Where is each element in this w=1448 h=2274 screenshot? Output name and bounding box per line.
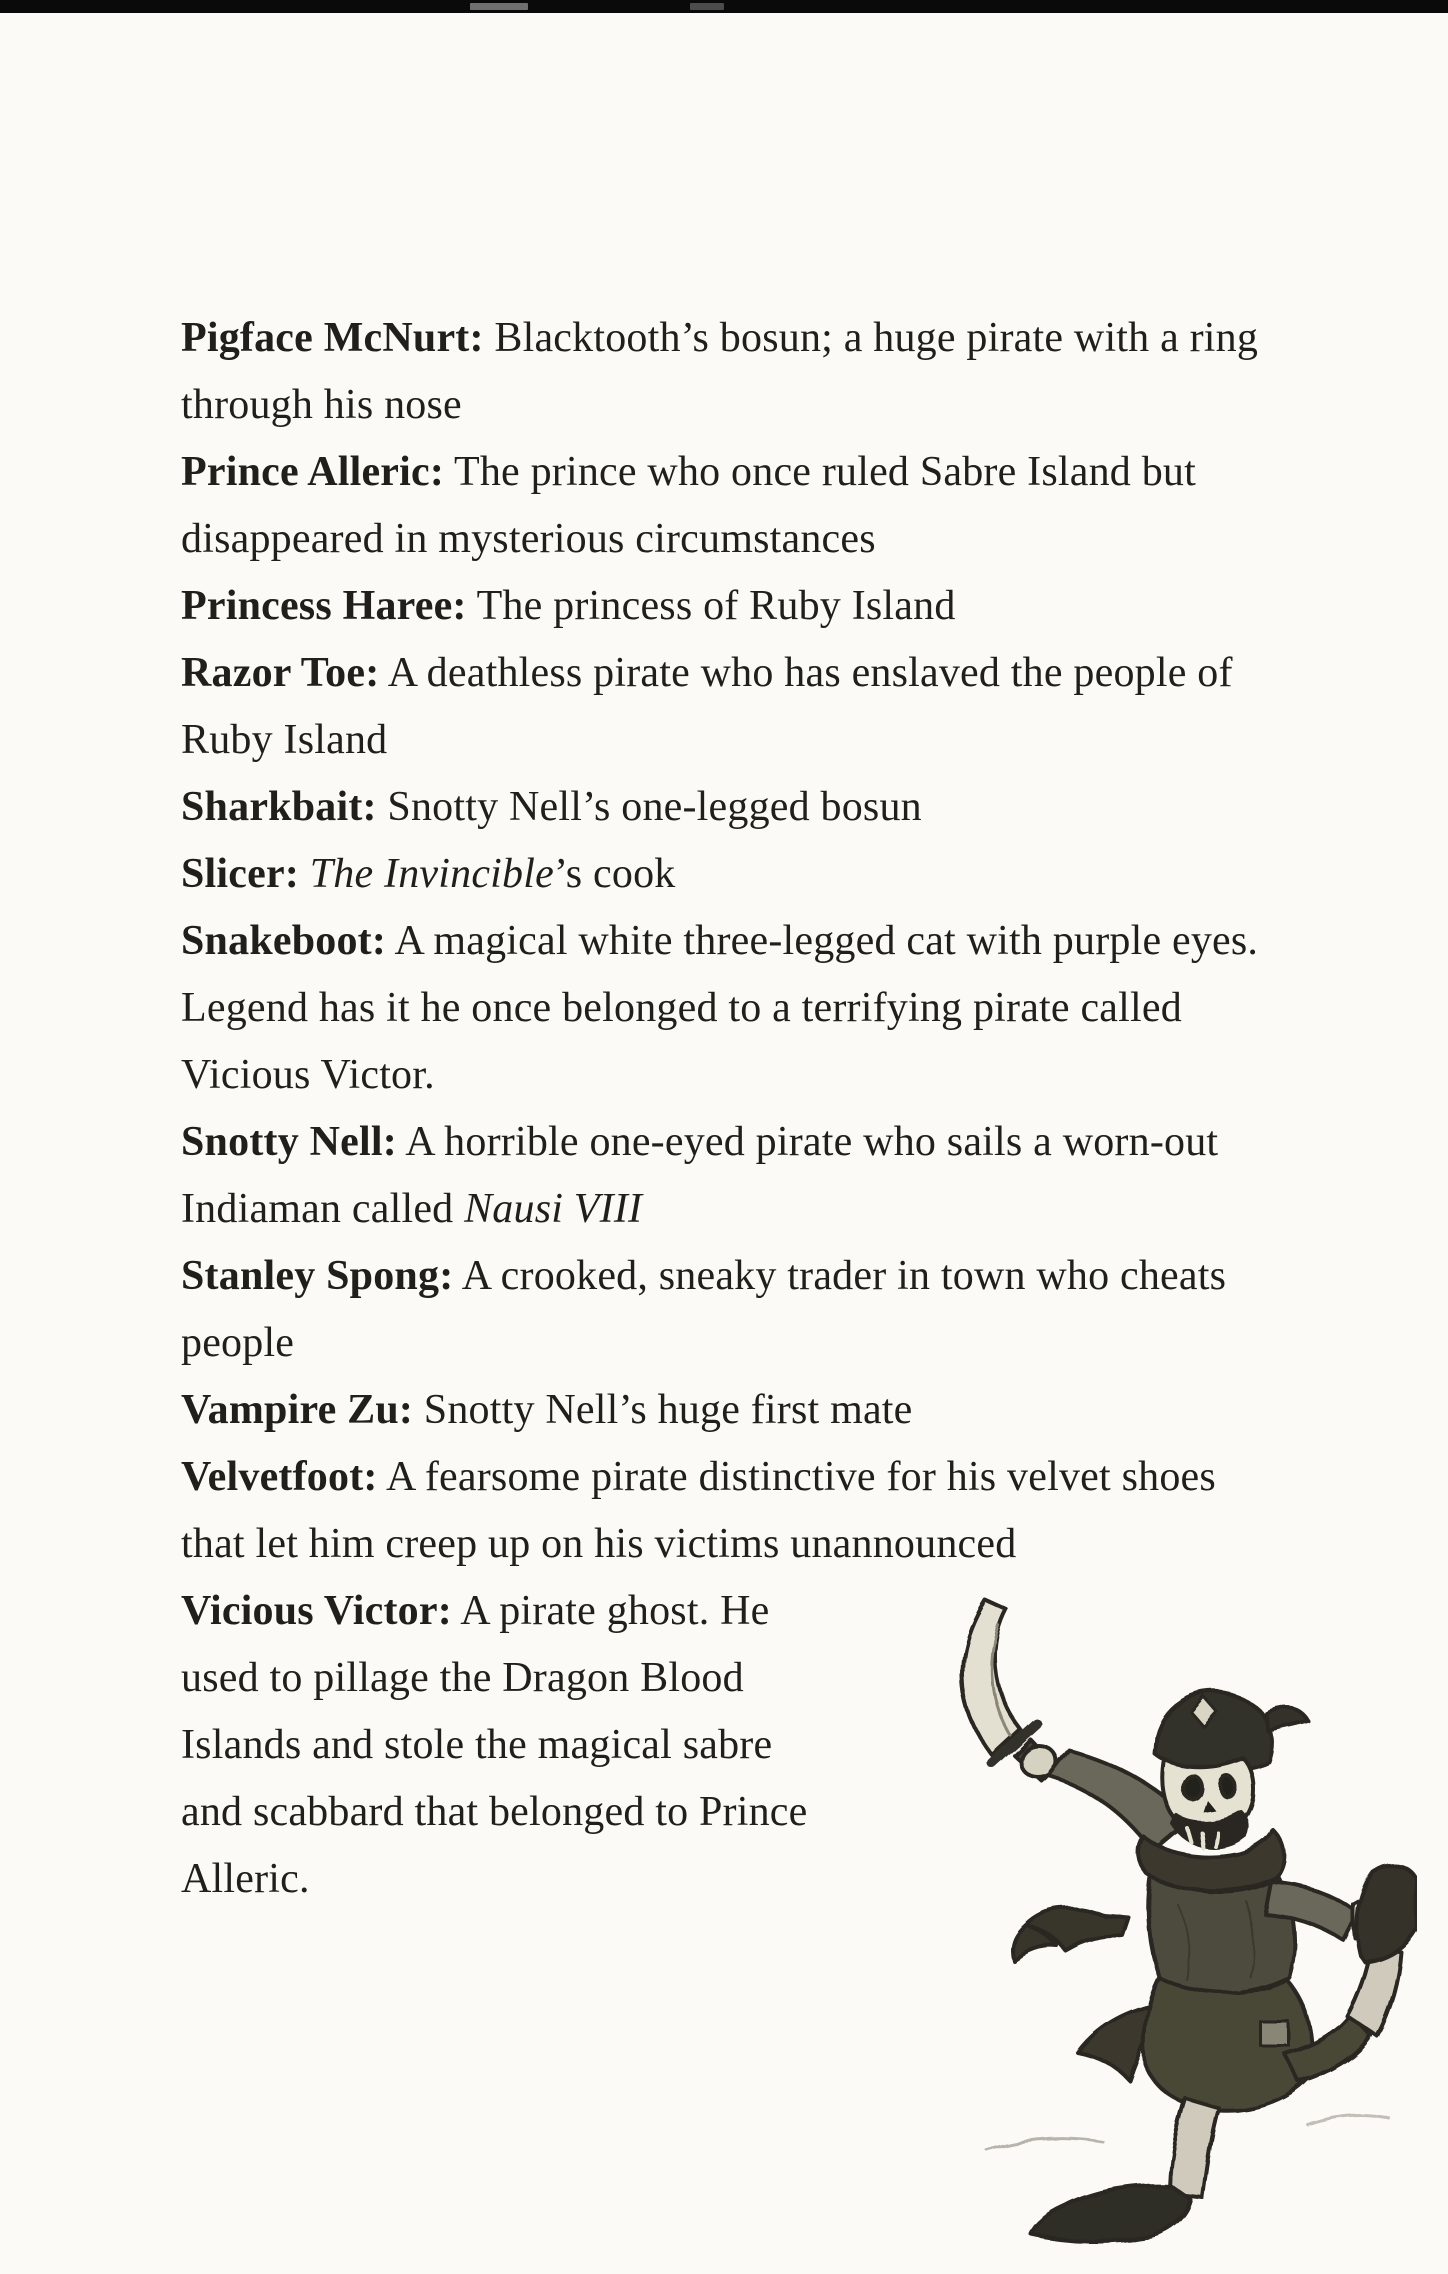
entry-text: A horrible one-eyed pirate who sails a worn-out Indiaman called (181, 1119, 1219, 1232)
entry-text: The princess of Ruby Island (466, 583, 956, 629)
glossary-entries (181, 305, 1267, 1913)
entry-text (299, 851, 310, 897)
entry-text-italic: The Invincible (309, 851, 554, 897)
entry-text: Snotty Nell’s one-legged bosun (376, 784, 922, 830)
entry-text: The prince who once ruled Sabre Island but disappeared in mysterious circumstances (181, 449, 1196, 562)
entry-name: Vicious Victor: (181, 1588, 452, 1634)
glossary-entry (181, 640, 1267, 774)
glossary-entry (181, 908, 1267, 1109)
glossary-entry (181, 305, 1267, 439)
glossary-entry (181, 1243, 1267, 1377)
entry-name: Princess Haree: (181, 583, 467, 629)
entry-name: Stanley Spong: (181, 1253, 454, 1299)
entry-name: Pigface McNurt: (181, 315, 484, 361)
entry-name: Snakeboot: (181, 918, 387, 964)
entry-name: Snotty Nell: (181, 1119, 397, 1165)
entry-text-italic: Nausi VIII (464, 1186, 643, 1232)
entry-name: Vampire Zu: (181, 1387, 414, 1433)
glossary-entry (181, 774, 1267, 841)
entry-name: Sharkbait: (181, 784, 377, 830)
entry-name: Prince Alleric: (181, 449, 445, 495)
entry-text: A fearsome pirate distinctive for his velvet shoes that let him creep up on his victims unannounced (181, 1454, 1216, 1567)
glossary-entry (181, 1444, 1267, 1578)
entry-text: A magical white three-legged cat with purple eyes. Legend has it he once belonged to a terrifying pirate called Vicious Victor. (181, 918, 1259, 1098)
pirate-ghost-illustration (867, 1584, 1417, 2244)
entry-text: Blacktooth’s bosun; a huge pirate with a ring through his nose (181, 315, 1259, 428)
entry-text: A pirate ghost. He used to pillage the Dragon Blood Islands and stole the magical sabre and scabbard that belonged to Prince Alleric. (181, 1588, 808, 1902)
pirate-ghost-svg (867, 1584, 1417, 2244)
entry-text: ’s cook (553, 851, 676, 897)
entry-text: A deathless pirate who has enslaved the people of Ruby Island (181, 650, 1233, 763)
entry-name: Slicer: (181, 851, 300, 897)
entry-text: A crooked, sneaky trader in town who cheats people (181, 1253, 1227, 1366)
glossary-entry (181, 1109, 1267, 1243)
glossary-entry (181, 1377, 1267, 1444)
glossary-entry (181, 573, 1267, 640)
glossary-entry (181, 439, 1267, 573)
glossary-entry (181, 841, 1267, 908)
entry-name: Razor Toe: (181, 650, 380, 696)
entry-text: Snotty Nell’s huge first mate (413, 1387, 913, 1433)
entry-name: Velvetfoot: (181, 1454, 378, 1500)
